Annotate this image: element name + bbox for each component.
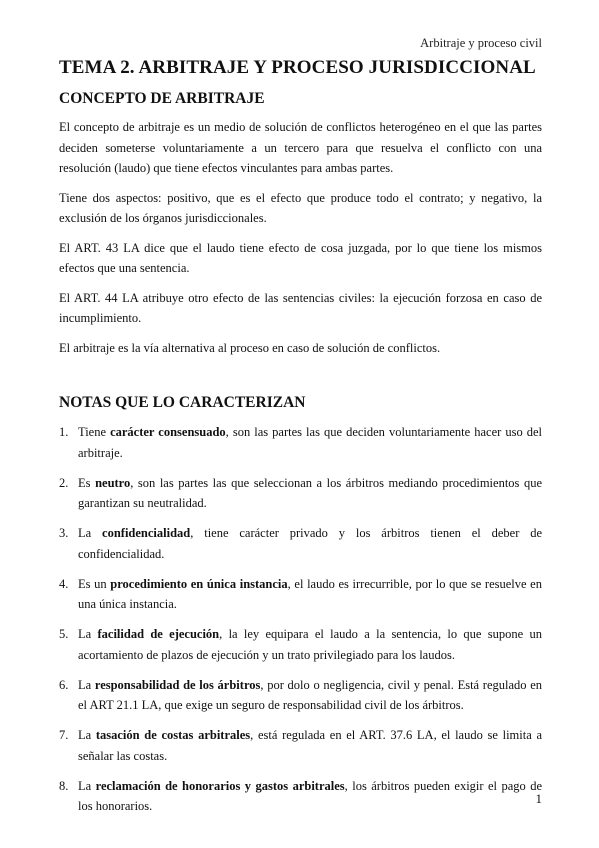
- list-number: 2.: [59, 475, 69, 490]
- item-text: La: [78, 778, 96, 793]
- paragraph: Tiene dos aspectos: positivo, que es el efecto que produce todo el contrato; y negativo, la exclusión de los órganos jurisdiccionales.: [59, 190, 542, 225]
- item-text: Es un: [78, 576, 111, 591]
- item-text: Es: [78, 475, 96, 490]
- item-keyword: reclamación de honorarios y gastos arbitrales: [95, 778, 345, 793]
- section-heading-concepto: CONCEPTO DE ARBITRAJE: [59, 90, 265, 107]
- item-text: , son las partes las que seleccionan a los árbitros mediando procedimientos que garantizan su neutralidad.: [78, 475, 543, 510]
- list-item: [59, 422, 542, 463]
- item-keyword: procedimiento en única instancia: [110, 576, 288, 591]
- list-number: 1.: [59, 425, 69, 439]
- section-heading-notas: NOTAS QUE LO CARACTERIZAN: [59, 394, 306, 411]
- running-header: Arbitraje y proceso civil: [420, 36, 542, 50]
- item-text: La: [78, 728, 96, 742]
- item-text: , los árbitros pueden exigir el pago de los honorarios.: [78, 778, 542, 813]
- list-number: 3.: [59, 526, 69, 540]
- item-keyword: tasación de costas arbitrales: [95, 728, 251, 742]
- list-item: [59, 725, 542, 766]
- item-text: , está regulada en el ART. 37.6 LA, el laudo se limita a señalar las costas.: [78, 728, 542, 763]
- paragraph: El ART. 43 LA dice que el laudo tiene efecto de cosa juzgada, por lo que tiene los mismos efectos que una sentencia.: [59, 240, 542, 275]
- paragraph: El ART. 44 LA atribuye otro efecto de las sentencias civiles: la ejecución forzosa en caso de incumplimiento.: [59, 290, 542, 325]
- list-item: [59, 675, 542, 716]
- item-text: La: [78, 677, 95, 692]
- item-keyword: facilidad de ejecución: [97, 627, 220, 641]
- list-number: 4.: [59, 576, 69, 591]
- paragraph: El concepto de arbitraje es un medio de solución de conflictos heterogéneo en el que las partes deciden someterse voluntariamente a un tercero para que resuelva el conflicto con una resolución (laudo) que tiene efectos vinculantes para ambas partes.: [59, 120, 542, 175]
- list-item: [59, 523, 542, 564]
- document-title: TEMA 2. ARBITRAJE Y PROCESO JURISDICCIONAL: [59, 57, 536, 78]
- list-item: [59, 624, 542, 665]
- item-text: , tiene carácter privado y los árbitros tienen el deber de confidencialidad.: [78, 526, 542, 561]
- item-keyword: confidencialidad: [102, 526, 191, 540]
- item-keyword: carácter consensuado: [110, 425, 226, 439]
- characteristics-list: [59, 422, 542, 817]
- list-number: 8.: [59, 778, 69, 793]
- item-text: , la ley equipara el laudo a la sentencia, lo que supone un acortamiento de plazos de ejecución y un trato privilegiado para los laudos.: [78, 627, 542, 662]
- list-number: 5.: [59, 627, 69, 641]
- item-keyword: responsabilidad de los árbitros: [94, 677, 261, 692]
- page-content: [59, 55, 542, 826]
- item-text: La: [78, 627, 98, 641]
- list-number: 6.: [59, 677, 69, 692]
- paragraph: El arbitraje es la vía alternativa al proceso en caso de solución de conflictos.: [59, 340, 441, 355]
- list-number: 7.: [59, 728, 69, 742]
- item-keyword: neutro: [95, 475, 131, 490]
- item-text: La: [78, 526, 103, 540]
- item-text: , el laudo es irrecurrible, por lo que se resuelve en una única instancia.: [78, 576, 542, 611]
- item-text: , son las partes las que deciden voluntariamente hacer uso del arbitraje.: [78, 425, 543, 460]
- list-item: [59, 776, 542, 817]
- page-number: 1: [535, 791, 542, 806]
- item-text: Tiene: [78, 425, 111, 439]
- item-text: , por dolo o negligencia, civil y penal. Está regulado en el ART 21.1 LA, que exige un seguro de responsabilidad civil de los árbitros.: [78, 677, 542, 712]
- list-item: [59, 574, 542, 615]
- list-item: [59, 473, 542, 514]
